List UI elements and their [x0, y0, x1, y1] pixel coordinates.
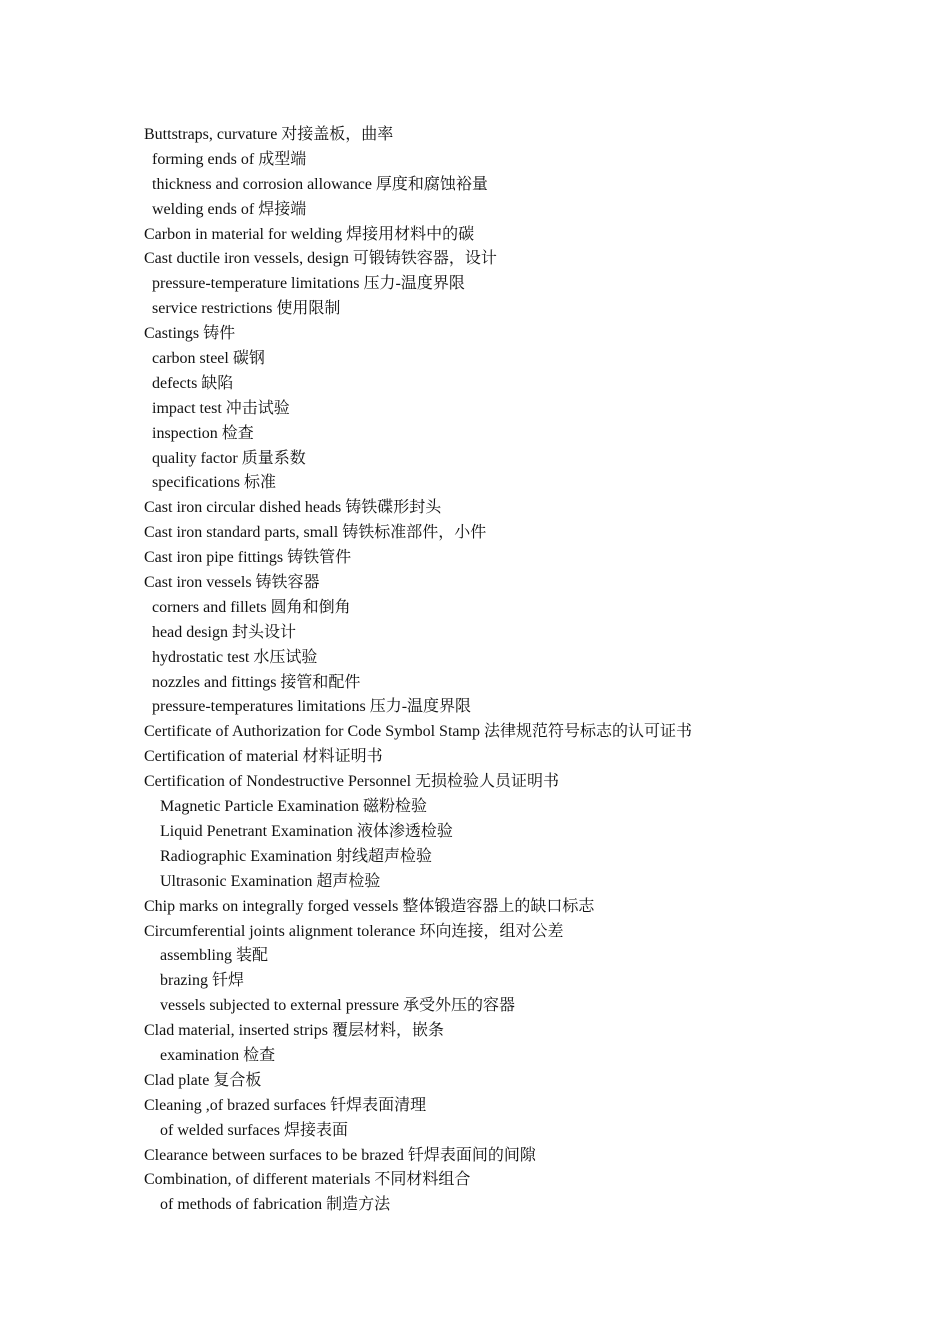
glossary-entry: Clearance between surfaces to be brazed 钎焊表面间的间隙 — [144, 1146, 536, 1164]
glossary-subentry: defects 缺陷 — [152, 374, 234, 392]
glossary-entry: Certification of material 材料证明书 — [144, 748, 383, 766]
glossary-subentry: vessels subjected to external pressure 承受外压的容器 — [160, 997, 516, 1015]
glossary-entry: Cast iron standard parts, small 铸铁标准部件，小件 — [144, 524, 487, 542]
glossary-subentry: specifications 标准 — [152, 474, 276, 492]
glossary-subentry: Liquid Penetrant Examination 液体渗透检验 — [160, 822, 453, 840]
glossary-subentry: thickness and corrosion allowance 厚度和腐蚀裕量 — [152, 175, 488, 193]
glossary-subentry: pressure-temperatures limitations 压力-温度界限 — [152, 698, 472, 716]
glossary-subentry: nozzles and fittings 接管和配件 — [152, 673, 361, 691]
glossary-subentry: hydrostatic test 水压试验 — [152, 648, 318, 666]
glossary-subentry: welding ends of 焊接端 — [152, 200, 307, 218]
glossary-entry: Circumferential joints alignment tolerance 环向连接，组对公差 — [144, 922, 564, 940]
glossary-entry: Castings 铸件 — [144, 325, 236, 343]
glossary-subentry: brazing 钎焊 — [160, 972, 244, 990]
glossary-subentry: service restrictions 使用限制 — [152, 300, 341, 318]
glossary-subentry: quality factor 质量系数 — [152, 449, 306, 467]
glossary-subentry: Magnetic Particle Examination 磁粉检验 — [160, 798, 428, 816]
glossary-subentry: head design 封头设计 — [152, 623, 296, 641]
glossary-subentry: carbon steel 碳钢 — [152, 350, 265, 368]
glossary-entry: Carbon in material for welding 焊接用材料中的碳 — [144, 225, 475, 243]
glossary-entry: Clad material, inserted strips 覆层材料，嵌条 — [144, 1022, 444, 1040]
glossary-subentry: inspection 检查 — [152, 424, 254, 442]
glossary-subentry: of methods of fabrication 制造方法 — [160, 1196, 391, 1214]
glossary-entry: Cast iron pipe fittings 铸铁管件 — [144, 549, 352, 567]
glossary-entry: Buttstraps, curvature 对接盖板，曲率 — [144, 126, 394, 143]
glossary-entry: Certificate of Authorization for Code Symbol Stamp 法律规范符号标志的认可证书 — [144, 723, 692, 741]
glossary-entry: Certification of Nondestructive Personnel 无损检验人员证明书 — [144, 773, 560, 791]
glossary-subentry: Radiographic Examination 射线超声检验 — [160, 847, 432, 865]
glossary-subentry: of welded surfaces 焊接表面 — [160, 1121, 348, 1139]
glossary-entry: Cleaning ,of brazed surfaces 钎焊表面清理 — [144, 1096, 427, 1114]
glossary-entry: Combination, of different materials 不同材料组合 — [144, 1171, 471, 1189]
glossary-subentry: assembling 装配 — [160, 947, 268, 965]
glossary-entry: Cast ductile iron vessels, design 可锻铸铁容器，设计 — [144, 250, 497, 268]
glossary-subentry: corners and fillets 圆角和倒角 — [152, 598, 351, 616]
glossary-subentry: impact test 冲击试验 — [152, 399, 290, 417]
glossary-entry: Chip marks on integrally forged vessels 整体锻造容器上的缺口标志 — [144, 897, 595, 915]
glossary-subentry: examination 检查 — [160, 1046, 276, 1064]
glossary-subentry: Ultrasonic Examination 超声检验 — [160, 872, 381, 890]
glossary-entry: Clad plate 复合板 — [144, 1071, 262, 1089]
glossary-subentry: pressure-temperature limitations 压力-温度界限 — [152, 275, 465, 293]
glossary-list — [144, 123, 904, 1218]
glossary-subentry: forming ends of 成型端 — [152, 150, 307, 168]
glossary-entry: Cast iron circular dished heads 铸铁碟形封头 — [144, 499, 442, 517]
glossary-entry: Cast iron vessels 铸铁容器 — [144, 574, 320, 592]
